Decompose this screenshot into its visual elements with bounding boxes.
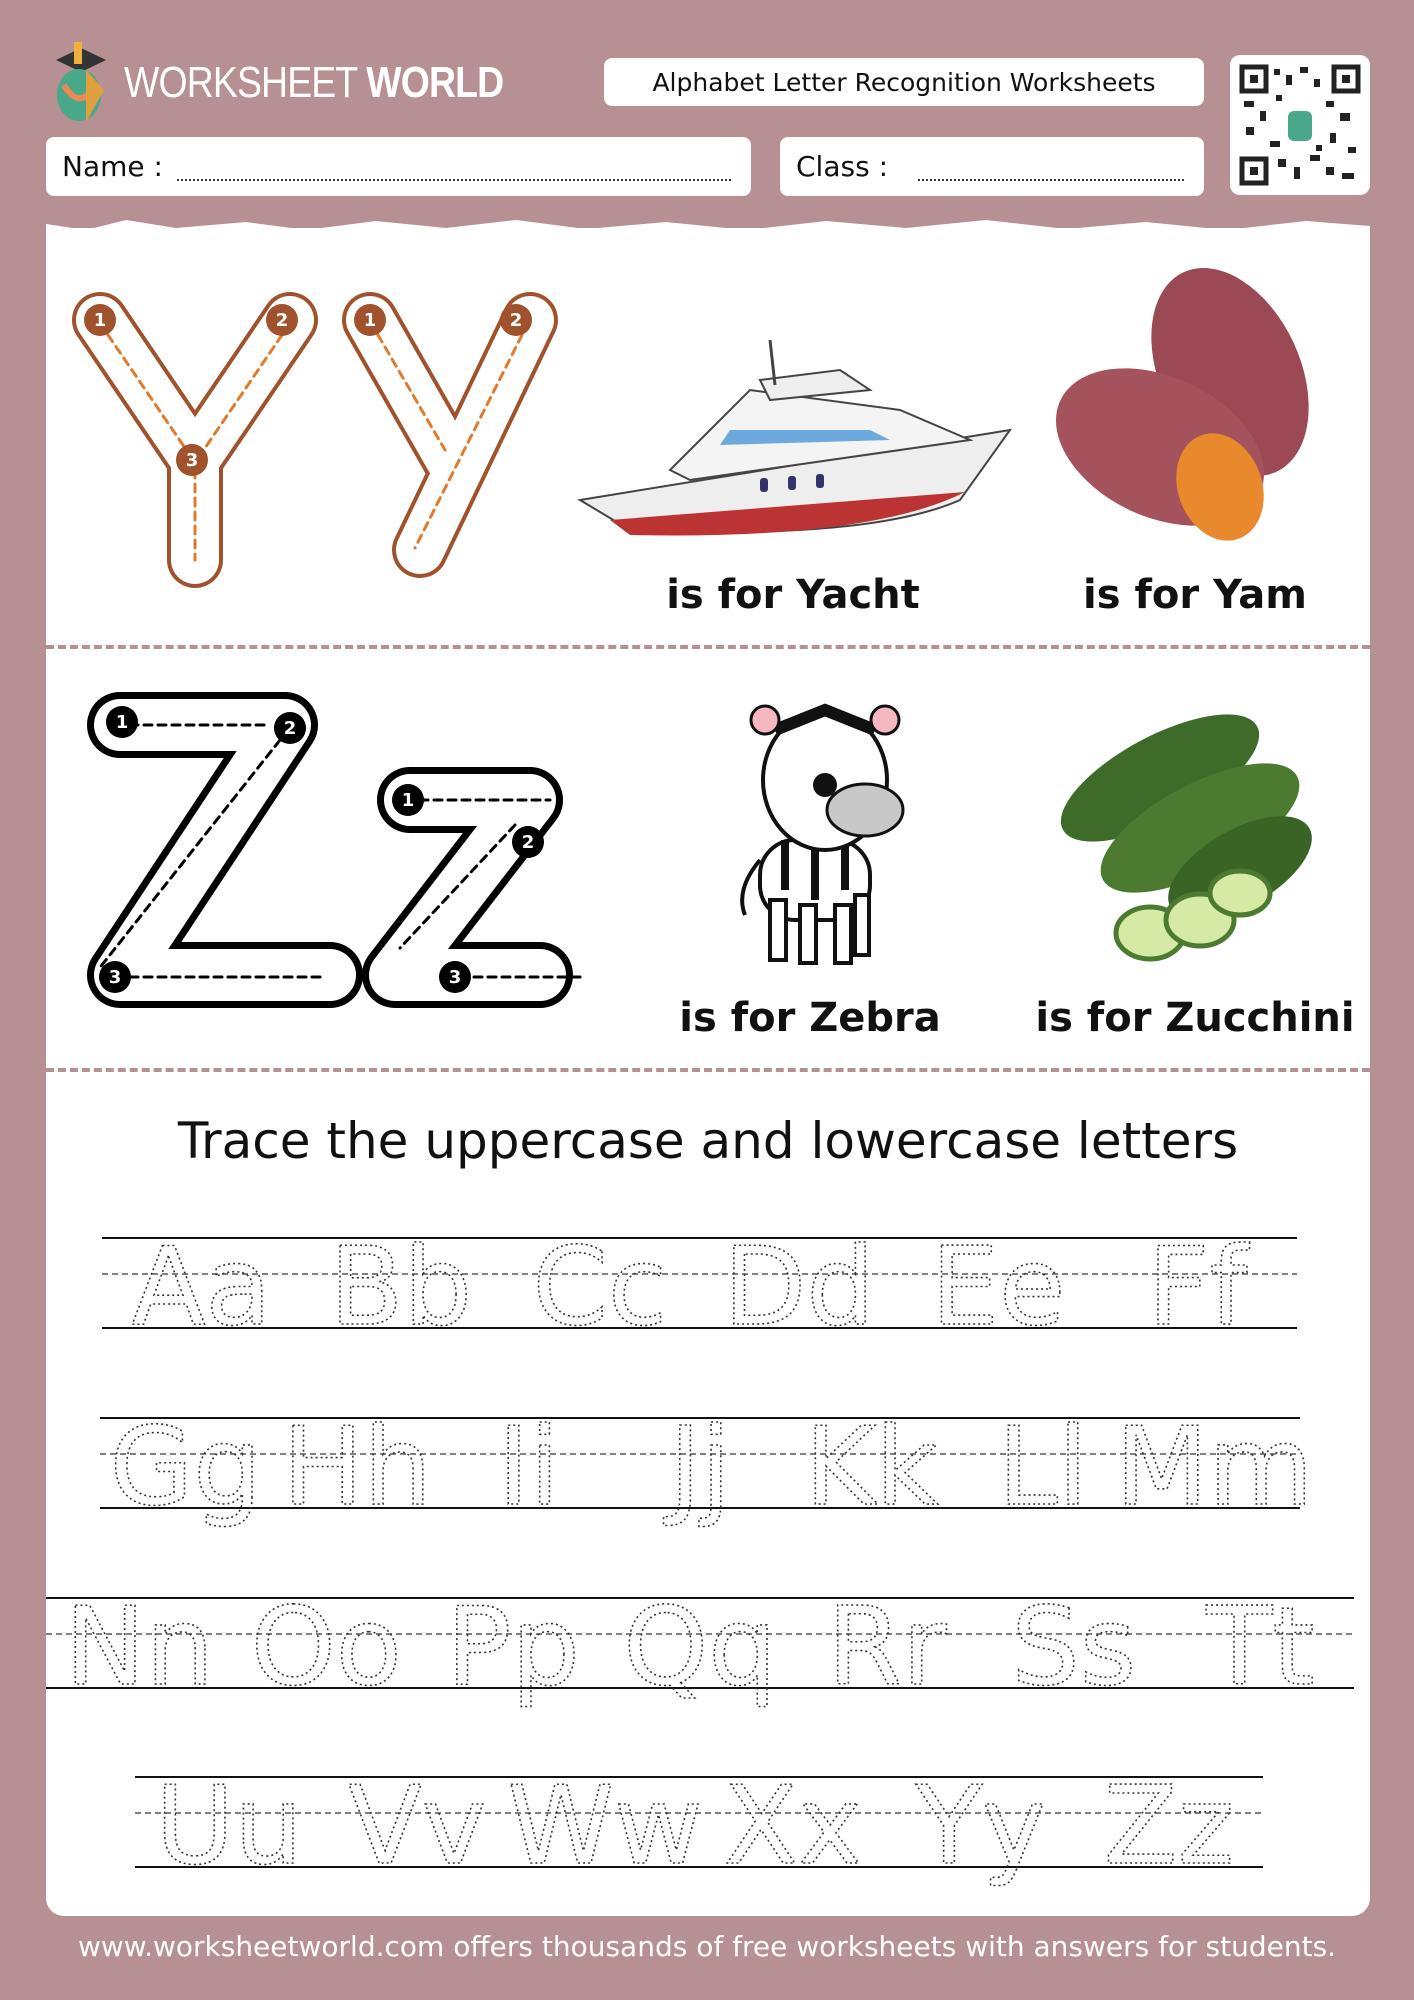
- trace-letter-pair: Ii: [497, 1405, 560, 1530]
- svg-text:3: 3: [185, 450, 199, 471]
- svg-text:2: 2: [521, 832, 535, 853]
- trace-letter-pair: Aa: [131, 1225, 272, 1350]
- trace-letter-pair: Ll: [997, 1405, 1088, 1530]
- trace-letter-pair: Qq: [623, 1585, 777, 1710]
- class-field[interactable]: [780, 137, 1204, 196]
- trace-letter-pair: Oo: [250, 1585, 402, 1710]
- footer-link[interactable]: www.worksheetworld.com: [77, 1930, 445, 1963]
- trace-letter-pair: Dd: [723, 1225, 875, 1350]
- svg-text:1: 1: [93, 310, 107, 331]
- svg-text:2: 2: [283, 718, 297, 739]
- section-divider: [46, 645, 1370, 649]
- caption-yacht: is for Yacht: [666, 572, 920, 618]
- tracing-rows: [0, 1200, 1414, 1900]
- trace-letter-pair: Ss: [1011, 1585, 1137, 1710]
- svg-text:3: 3: [108, 967, 122, 988]
- trace-letter-pair: Pp: [446, 1585, 580, 1710]
- svg-text:1: 1: [401, 790, 415, 811]
- name-label: Name :: [62, 150, 163, 183]
- trace-letter-pair: Zz: [1103, 1764, 1235, 1889]
- trace-letter-pair: Tt: [1206, 1585, 1315, 1710]
- trace-instructions: Trace the uppercase and lowercase letters: [177, 1112, 1239, 1170]
- letter-z-tracing: [70, 680, 630, 1030]
- trace-letter-pair: Hh: [282, 1405, 432, 1530]
- trace-letter-pair: Xx: [724, 1764, 862, 1889]
- trace-letter-pair: Kk: [804, 1405, 939, 1530]
- trace-letter-pair: Ee: [930, 1225, 1066, 1350]
- trace-letter-pair: Ww: [507, 1764, 703, 1889]
- zucchini-image: [1040, 688, 1340, 973]
- yam-image: [1050, 262, 1350, 552]
- section-divider: [46, 1068, 1370, 1072]
- svg-text:2: 2: [275, 310, 289, 331]
- class-label: Class :: [796, 150, 888, 183]
- trace-letter-pair: Gg: [109, 1405, 262, 1530]
- name-field[interactable]: [46, 137, 751, 196]
- qr-code: [1230, 55, 1370, 195]
- trace-letter-pair: Yy: [916, 1764, 1046, 1889]
- brand-name: WORKSHEET WORLD: [124, 58, 504, 107]
- trace-letter-pair: Cc: [532, 1225, 668, 1350]
- letter-y-tracing: [60, 280, 560, 590]
- worksheet-world-logo-icon: [46, 40, 116, 130]
- svg-text:3: 3: [448, 967, 462, 988]
- worksheet-title: Alphabet Letter Recognition Worksheets: [604, 58, 1204, 106]
- footer-text: www.worksheetworld.com offers thousands of free worksheets with answers for students.: [77, 1930, 1337, 1963]
- trace-letter-pair: Rr: [827, 1585, 947, 1710]
- trace-letter-pair: Bb: [329, 1225, 473, 1350]
- caption-zebra: is for Zebra: [679, 995, 941, 1041]
- trace-letter-pair: Jj: [669, 1405, 731, 1530]
- svg-text:1: 1: [115, 712, 129, 733]
- caption-zucchini: is for Zucchini: [1035, 995, 1355, 1041]
- qr-code-icon: [1230, 55, 1370, 195]
- trace-letter-pair: Vv: [348, 1764, 486, 1889]
- svg-text:1: 1: [363, 310, 377, 331]
- trace-letter-pair: Nn: [64, 1585, 215, 1710]
- caption-yam: is for Yam: [1083, 572, 1307, 618]
- svg-text:2: 2: [509, 310, 523, 331]
- yacht-image: [570, 330, 1015, 540]
- trace-letter-pair: Ff: [1147, 1225, 1248, 1350]
- trace-letter-pair: Uu: [155, 1764, 303, 1889]
- trace-letter-pair: Mm: [1115, 1405, 1314, 1530]
- zebra-image: [715, 690, 925, 975]
